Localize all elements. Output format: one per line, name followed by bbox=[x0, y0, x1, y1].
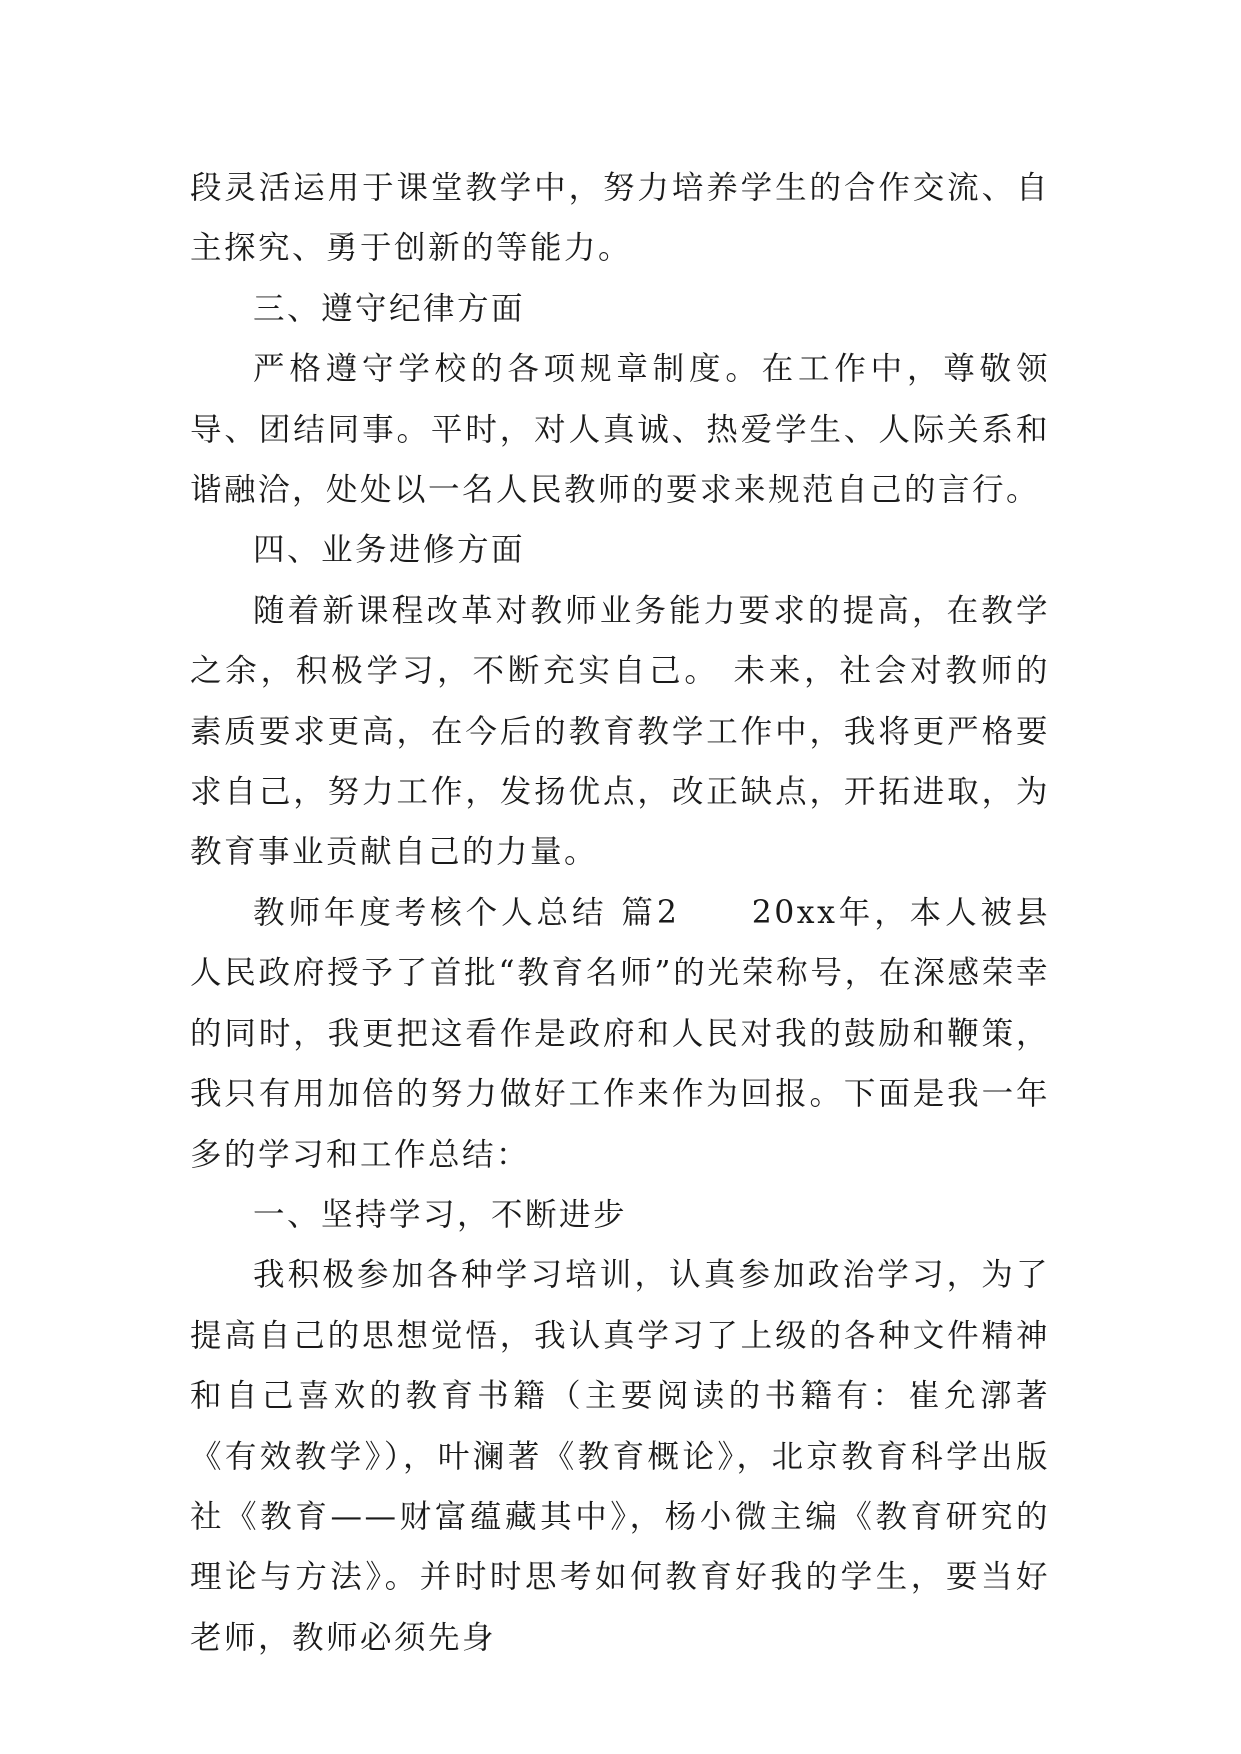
paragraph-professional-study: 随着新课程改革对教师业务能力要求的提高，在教学之余，积极学习，不断充实自己。 未来，社会对教师的素质要求更高，在今后的教育教学工作中，我将更严格要求自己，努力工作，发扬优点，改正缺点，开拓进取，为教育事业贡献自己的力量。 bbox=[190, 592, 1050, 871]
section-heading-keep-learning: 一、坚持学习，不断进步 bbox=[253, 1196, 628, 1233]
paragraph-continuation: 段灵活运用于课堂教学中，努力培养学生的合作交流、自主探究、勇于创新的等能力。 bbox=[190, 170, 1050, 267]
document-body bbox=[190, 158, 1050, 1668]
section-heading-discipline: 三、遵守纪律方面 bbox=[253, 290, 526, 327]
paragraph-keep-learning: 我积极参加各种学习培训，认真参加政治学习，为了提高自己的思想觉悟，我认真学习了上级的各种文件精神和自己喜欢的教育书籍（主要阅读的书籍有：崔允漷著《有效教学》），叶澜著《教育概论》，北京教育科学出版社《教育——财富蕴藏其中》，杨小微主编《教育研究的理论与方法》。并时时思考如何教育好我的学生，要当好老师，教师必须先身 bbox=[190, 1257, 1050, 1656]
section-heading-professional-study: 四、业务进修方面 bbox=[253, 532, 526, 569]
paragraph-summary-part2-intro: 教师年度考核个人总结 篇2 20xx年，本人被县人民政府授予了首批“教育名师”的光荣称号，在深感荣幸的同时，我更把这看作是政府和人民对我的鼓励和鞭策，我只有用加倍的努力做好工作来作为回报。下面是我一年多的学习和工作总结： bbox=[190, 894, 1050, 1173]
paragraph-discipline: 严格遵守学校的各项规章制度。在工作中，尊敬领导、团结同事。平时，对人真诚、热爱学生、人际关系和谐融洽，处处以一名人民教师的要求来规范自己的言行。 bbox=[190, 351, 1050, 509]
